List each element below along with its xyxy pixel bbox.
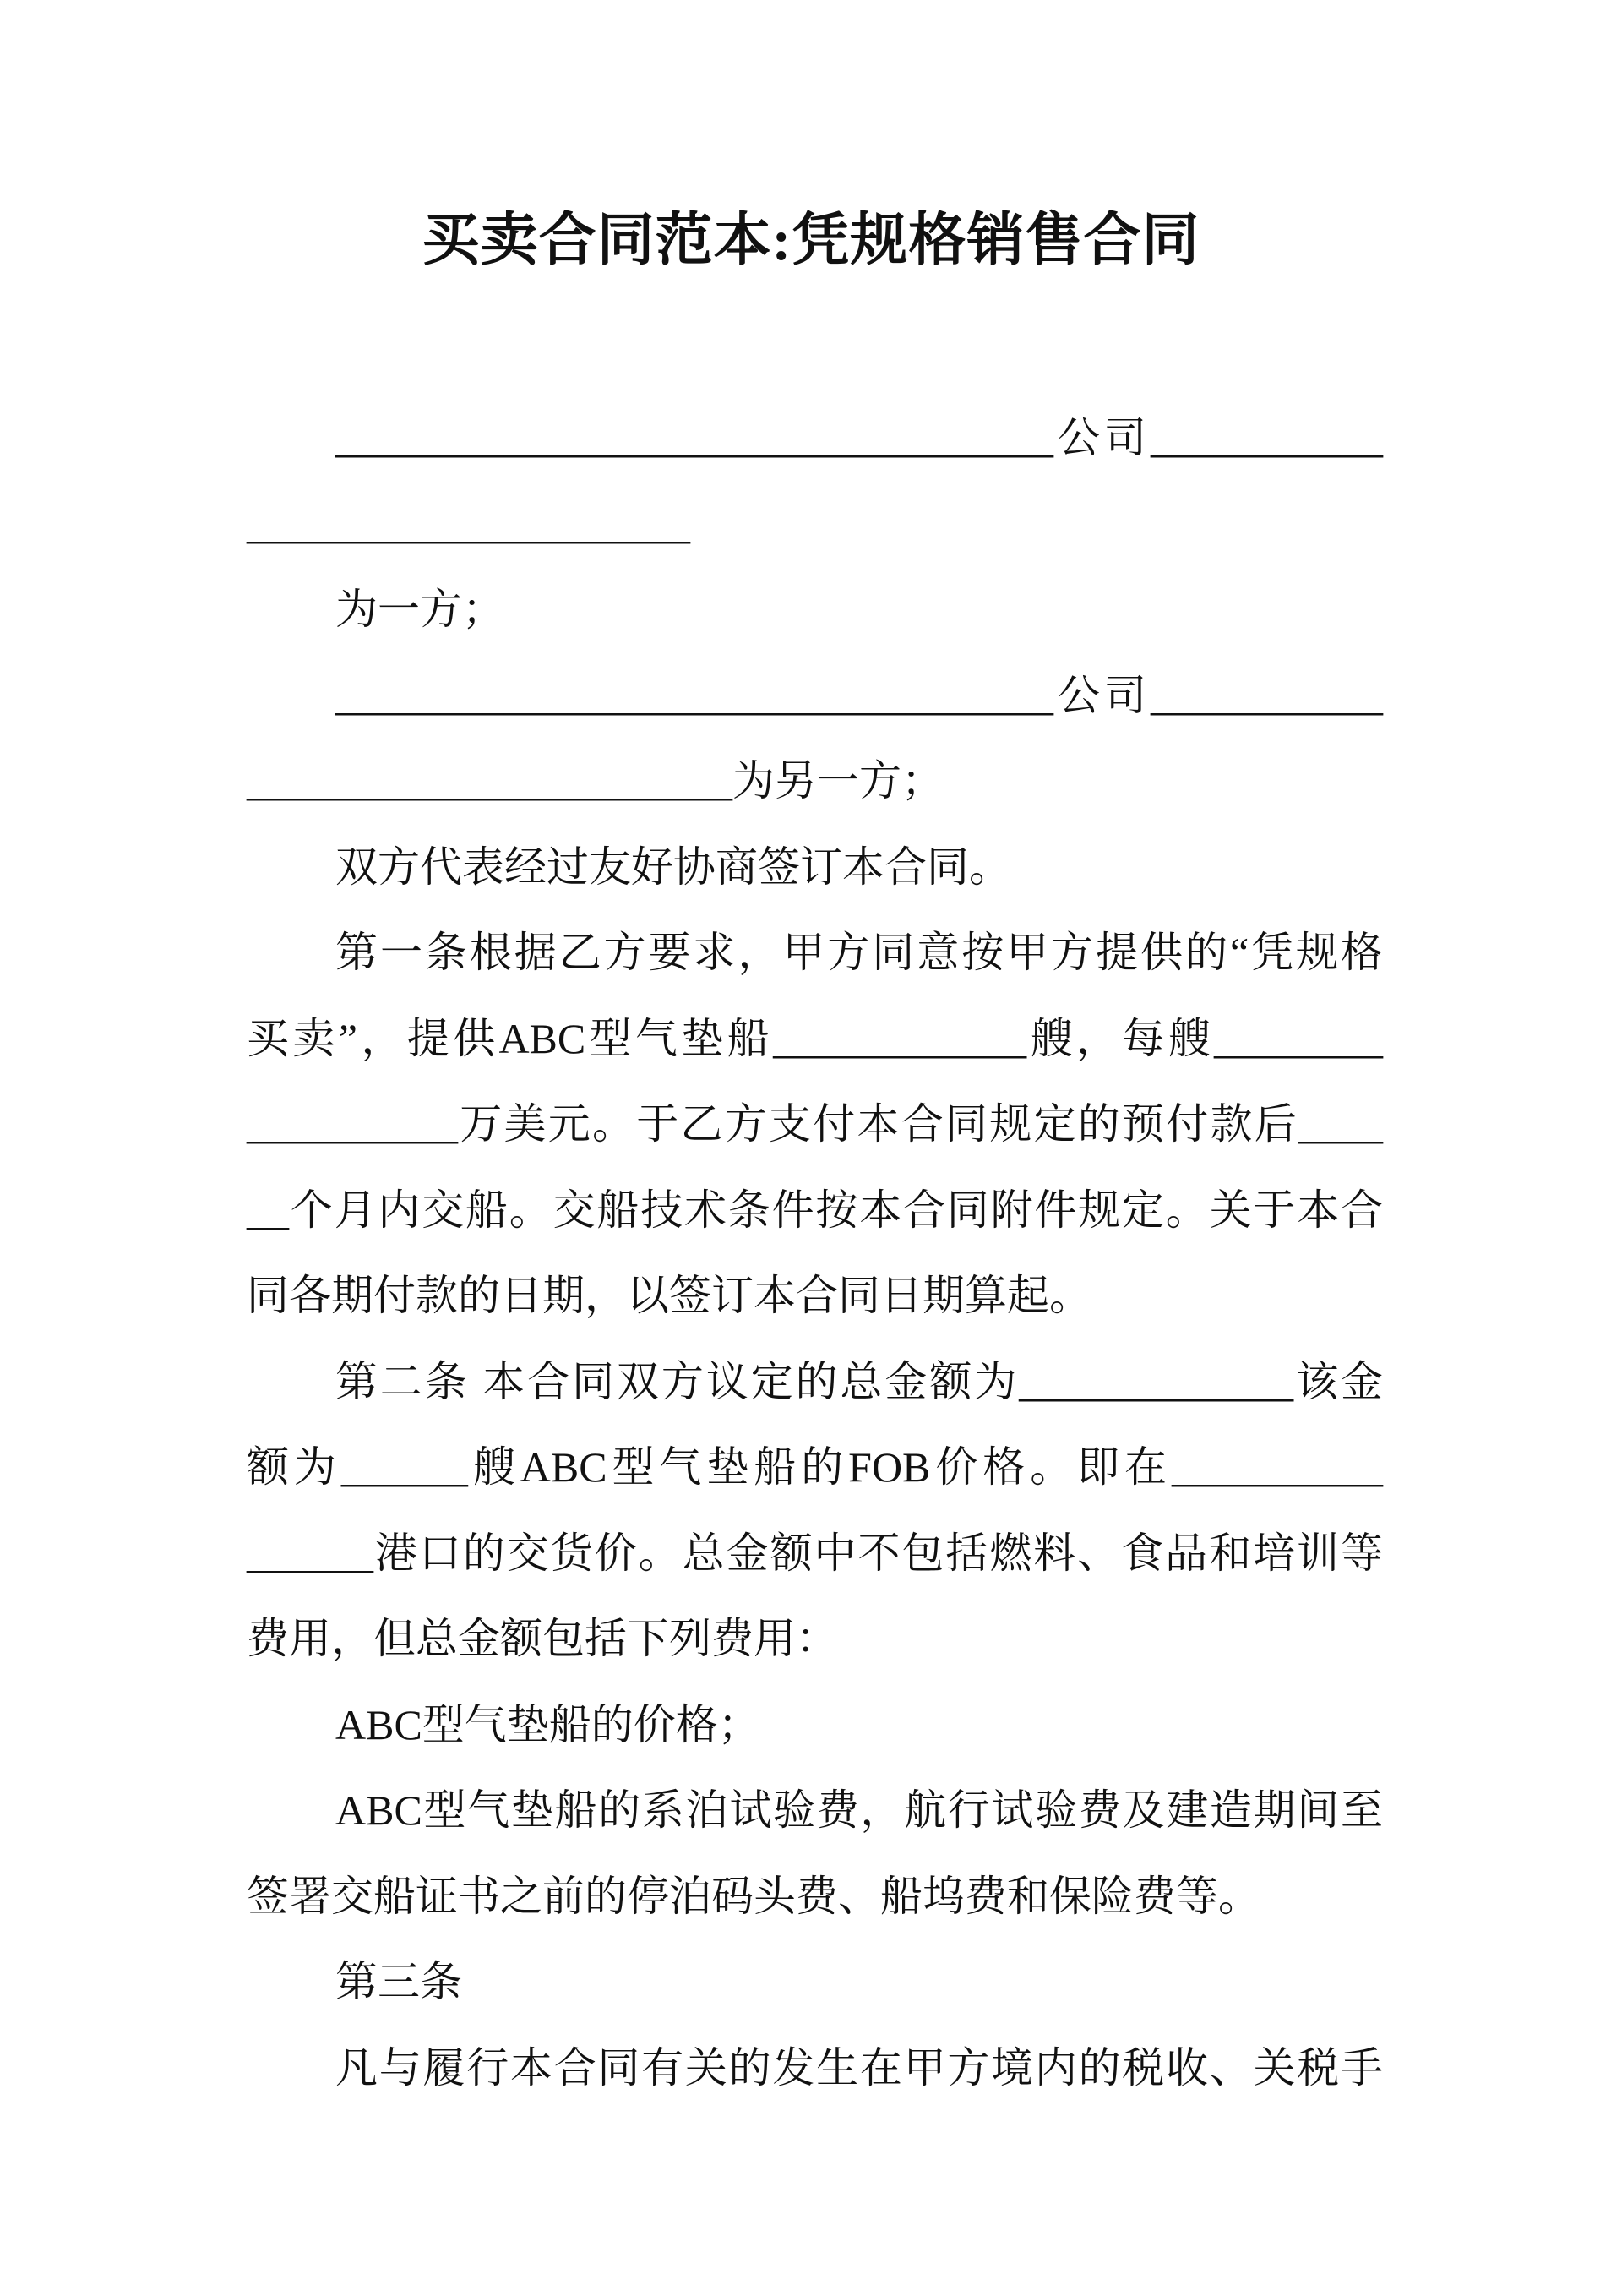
- text-line: 双方代表经过友好协商签订本合同。: [335, 843, 1011, 891]
- text-line: 费用，但总金额包括下列费用：: [247, 1615, 838, 1662]
- text-line: 第二条 本合同双方议定的总金额为_____________该金: [335, 1357, 1383, 1405]
- document-title: 买卖合同范本:凭规格销售合同: [422, 208, 1200, 272]
- text-line: _____________________: [247, 499, 690, 548]
- text-line: __________________________________公司___________: [335, 671, 1383, 719]
- text-line: 第一条根据乙方要求，甲方同意按甲方提供的“凭规格: [335, 929, 1383, 976]
- document-body: [247, 395, 1383, 2111]
- text-line: __________万美元。于乙方支付本合同规定的预付款后____: [247, 1100, 1383, 1148]
- text-line: 同各期付款的日期，以签订本合同日期算起。: [247, 1272, 1091, 1319]
- text-line: 买卖”，提供ABC型气垫船____________艘，每艘________: [247, 1014, 1383, 1062]
- text-line: _______________________为另一方；: [247, 757, 944, 804]
- text-line: 签署交船证书之前的停泊码头费、船坞费和保险费等。: [247, 1872, 1260, 1920]
- text-line: 为一方；: [335, 586, 504, 633]
- text-line: ______港口的交货价。总金额中不包括燃料、食品和培训等: [247, 1529, 1383, 1577]
- text-line: ABC型气垫船的系泊试验费，航行试验费及建造期间至: [335, 1786, 1383, 1834]
- text-line: 额为______艘ABC型气垫船的FOB价格。即在__________: [247, 1443, 1383, 1491]
- text-line: 凡与履行本合同有关的发生在甲方境内的税收、关税手: [335, 2043, 1383, 2091]
- text-line: 第三条: [335, 1958, 462, 2005]
- text-line: __________________________________公司___________: [335, 414, 1383, 461]
- text-line: ABC型气垫船的价格；: [335, 1700, 760, 1748]
- text-line: __个月内交船。交船技术条件按本合同附件规定。关于本合: [247, 1186, 1383, 1234]
